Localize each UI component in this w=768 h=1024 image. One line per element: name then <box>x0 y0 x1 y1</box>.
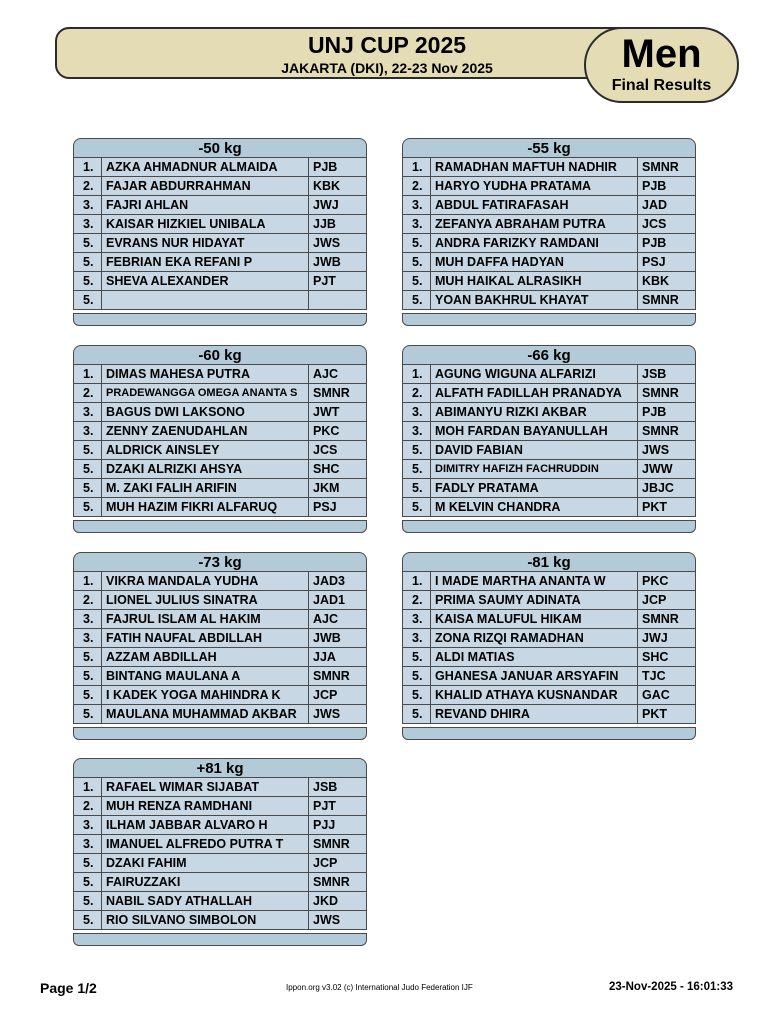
athlete-name: ANDRA FARIZKY RAMDANI <box>431 234 638 252</box>
place: 5. <box>403 460 431 478</box>
club-code: JSB <box>309 778 366 796</box>
club-code: PKT <box>638 705 695 723</box>
athlete-name: ABIMANYU RIZKI AKBAR <box>431 403 638 421</box>
club-code: SHC <box>638 648 695 666</box>
club-code: JCP <box>638 591 695 609</box>
category-table <box>73 345 367 533</box>
place: 5. <box>403 234 431 252</box>
athlete-name: FATIH NAUFAL ABDILLAH <box>102 629 309 647</box>
category-title: -50 kg <box>73 138 367 158</box>
club-code: SMNR <box>638 158 695 176</box>
place: 5. <box>74 892 102 910</box>
result-row <box>403 705 695 724</box>
club-code: GAC <box>638 686 695 704</box>
category-footer-bar <box>73 313 367 326</box>
results-label: Final Results <box>611 77 712 94</box>
athlete-name: ALFATH FADILLAH PRANADYA <box>431 384 638 402</box>
place: 3. <box>74 835 102 853</box>
place: 5. <box>74 498 102 516</box>
result-row <box>403 479 695 498</box>
club-code: SHC <box>309 460 366 478</box>
athlete-name: I KADEK YOGA MAHINDRA K <box>102 686 309 704</box>
athlete-name: AZZAM ABDILLAH <box>102 648 309 666</box>
place: 2. <box>74 591 102 609</box>
result-row <box>403 572 695 591</box>
result-row <box>403 591 695 610</box>
result-row <box>74 403 366 422</box>
results-list <box>73 365 367 517</box>
club-code: PSJ <box>309 498 366 516</box>
athlete-name: ILHAM JABBAR ALVARO H <box>102 816 309 834</box>
result-row <box>74 498 366 517</box>
place: 1. <box>403 158 431 176</box>
club-code: PJB <box>638 177 695 195</box>
athlete-name: BAGUS DWI LAKSONO <box>102 403 309 421</box>
athlete-name: PRADEWANGGA OMEGA ANANTA S <box>102 384 309 402</box>
result-row <box>74 705 366 724</box>
athlete-name: FAJAR ABDURRAHMAN <box>102 177 309 195</box>
result-row <box>403 253 695 272</box>
place: 2. <box>403 177 431 195</box>
club-code: AJC <box>309 610 366 628</box>
athlete-name: MUH RENZA RAMDHANI <box>102 797 309 815</box>
result-row <box>403 441 695 460</box>
club-code: JWS <box>309 234 366 252</box>
athlete-name: MOH FARDAN BAYANULLAH <box>431 422 638 440</box>
category-footer-bar <box>402 313 696 326</box>
athlete-name: PRIMA SAUMY ADINATA <box>431 591 638 609</box>
place: 1. <box>74 572 102 590</box>
category-table <box>73 138 367 326</box>
place: 3. <box>403 610 431 628</box>
result-row <box>403 272 695 291</box>
result-row <box>403 291 695 310</box>
category-title: +81 kg <box>73 758 367 778</box>
result-row <box>74 591 366 610</box>
club-code: JWJ <box>638 629 695 647</box>
place: 5. <box>403 498 431 516</box>
result-row <box>74 911 366 930</box>
place: 5. <box>74 667 102 685</box>
athlete-name: DZAKI FAHIM <box>102 854 309 872</box>
place: 5. <box>74 479 102 497</box>
gender-label: Men <box>621 32 702 76</box>
result-row <box>403 196 695 215</box>
place: 5. <box>74 648 102 666</box>
place: 2. <box>74 177 102 195</box>
result-row <box>403 422 695 441</box>
athlete-name: KHALID ATHAYA KUSNANDAR <box>431 686 638 704</box>
result-row <box>74 667 366 686</box>
athlete-name: MAULANA MUHAMMAD AKBAR <box>102 705 309 723</box>
athlete-name: YOAN BAKHRUL KHAYAT <box>431 291 638 309</box>
club-code: JKM <box>309 479 366 497</box>
club-code: SMNR <box>638 291 695 309</box>
club-code: SMNR <box>309 835 366 853</box>
athlete-name: FAJRI AHLAN <box>102 196 309 214</box>
athlete-name: RAFAEL WIMAR SIJABAT <box>102 778 309 796</box>
athlete-name: I MADE MARTHA ANANTA W <box>431 572 638 590</box>
result-row <box>403 498 695 517</box>
athlete-name <box>102 291 309 309</box>
result-row <box>74 610 366 629</box>
athlete-name: KAISA MALUFUL HIKAM <box>431 610 638 628</box>
athlete-name: DAVID FABIAN <box>431 441 638 459</box>
athlete-name: EVRANS NUR HIDAYAT <box>102 234 309 252</box>
athlete-name: REVAND DHIRA <box>431 705 638 723</box>
category-title: -55 kg <box>402 138 696 158</box>
result-row <box>74 686 366 705</box>
results-list <box>402 158 696 310</box>
place: 5. <box>403 253 431 271</box>
place: 3. <box>74 215 102 233</box>
athlete-name: MUH HAZIM FIKRI ALFARUQ <box>102 498 309 516</box>
category-table <box>73 552 367 740</box>
place: 5. <box>403 272 431 290</box>
result-row <box>403 686 695 705</box>
event-title: UNJ CUP 2025 <box>307 32 467 58</box>
athlete-name: MUH HAIKAL ALRASIKH <box>431 272 638 290</box>
category-table <box>402 138 696 326</box>
place: 5. <box>74 291 102 309</box>
place: 2. <box>74 384 102 402</box>
result-row <box>403 460 695 479</box>
place: 2. <box>403 384 431 402</box>
athlete-name: DIMITRY HAFIZH FACHRUDDIN <box>431 460 638 478</box>
place: 3. <box>403 196 431 214</box>
athlete-name: FAJRUL ISLAM AL HAKIM <box>102 610 309 628</box>
result-row <box>74 835 366 854</box>
result-row <box>74 572 366 591</box>
result-row <box>74 177 366 196</box>
club-code: SMNR <box>309 873 366 891</box>
place: 1. <box>403 365 431 383</box>
result-row <box>74 158 366 177</box>
place: 5. <box>74 234 102 252</box>
results-list <box>73 572 367 724</box>
result-row <box>74 460 366 479</box>
result-row <box>403 629 695 648</box>
result-row <box>74 365 366 384</box>
result-row <box>74 816 366 835</box>
place: 1. <box>403 572 431 590</box>
club-code: JWW <box>638 460 695 478</box>
athlete-name: VIKRA MANDALA YUDHA <box>102 572 309 590</box>
result-row <box>74 384 366 403</box>
event-location-date: JAKARTA (DKI), 22-23 Nov 2025 <box>281 60 493 76</box>
result-row <box>403 365 695 384</box>
place: 1. <box>74 365 102 383</box>
club-code: SMNR <box>309 384 366 402</box>
club-code: SMNR <box>638 610 695 628</box>
club-code: PJT <box>309 272 366 290</box>
club-code: SMNR <box>309 667 366 685</box>
place: 3. <box>74 403 102 421</box>
club-code: SMNR <box>638 422 695 440</box>
athlete-name: AZKA AHMADNUR ALMAIDA <box>102 158 309 176</box>
results-list <box>402 365 696 517</box>
category-title: -73 kg <box>73 552 367 572</box>
footer-timestamp: 23-Nov-2025 - 16:01:33 <box>609 981 734 993</box>
result-row <box>403 384 695 403</box>
athlete-name: AGUNG WIGUNA ALFARIZI <box>431 365 638 383</box>
place: 5. <box>403 686 431 704</box>
club-code: JWB <box>309 629 366 647</box>
place: 5. <box>403 441 431 459</box>
category-footer-bar <box>73 727 367 740</box>
result-row <box>403 215 695 234</box>
place: 3. <box>74 816 102 834</box>
athlete-name: FADLY PRATAMA <box>431 479 638 497</box>
place: 5. <box>403 705 431 723</box>
athlete-name: FEBRIAN EKA REFANI P <box>102 253 309 271</box>
athlete-name: ALDRICK AINSLEY <box>102 441 309 459</box>
club-code: TJC <box>638 667 695 685</box>
page-number: Page 1/2 <box>40 980 97 996</box>
result-row <box>74 272 366 291</box>
club-code: JAD1 <box>309 591 366 609</box>
place: 5. <box>403 291 431 309</box>
athlete-name: IMANUEL ALFREDO PUTRA T <box>102 835 309 853</box>
club-code: JCP <box>309 854 366 872</box>
result-row <box>74 797 366 816</box>
club-code: PKC <box>309 422 366 440</box>
category-footer-bar <box>402 520 696 533</box>
club-code: JWB <box>309 253 366 271</box>
result-row <box>403 667 695 686</box>
place: 3. <box>403 629 431 647</box>
result-row <box>403 610 695 629</box>
club-code: JWJ <box>309 196 366 214</box>
club-code: JCS <box>638 215 695 233</box>
club-code: PJB <box>638 403 695 421</box>
place: 2. <box>74 797 102 815</box>
result-row <box>403 158 695 177</box>
category-title: -60 kg <box>73 345 367 365</box>
club-code: AJC <box>309 365 366 383</box>
gender-badge <box>584 27 739 103</box>
place: 1. <box>74 158 102 176</box>
result-row <box>74 648 366 667</box>
result-row <box>74 778 366 797</box>
club-code: PJB <box>638 234 695 252</box>
result-row <box>74 854 366 873</box>
athlete-name: DZAKI ALRIZKI AHSYA <box>102 460 309 478</box>
athlete-name: ZENNY ZAENUDAHLAN <box>102 422 309 440</box>
club-code: PSJ <box>638 253 695 271</box>
place: 5. <box>74 911 102 929</box>
place: 5. <box>403 648 431 666</box>
athlete-name: NABIL SADY ATHALLAH <box>102 892 309 910</box>
result-row <box>403 403 695 422</box>
club-code: PJT <box>309 797 366 815</box>
club-code: JSB <box>638 365 695 383</box>
club-code: JWS <box>309 705 366 723</box>
place: 5. <box>403 479 431 497</box>
category-table <box>402 345 696 533</box>
athlete-name: SHEVA ALEXANDER <box>102 272 309 290</box>
athlete-name: HARYO YUDHA PRATAMA <box>431 177 638 195</box>
category-table <box>73 758 367 946</box>
club-code: KBK <box>638 272 695 290</box>
event-header <box>55 27 645 79</box>
athlete-name: GHANESA JANUAR ARSYAFIN <box>431 667 638 685</box>
category-footer-bar <box>73 520 367 533</box>
place: 3. <box>74 610 102 628</box>
place: 3. <box>403 422 431 440</box>
place: 2. <box>403 591 431 609</box>
place: 3. <box>74 629 102 647</box>
result-row <box>74 215 366 234</box>
club-code: KBK <box>309 177 366 195</box>
club-code: PKT <box>638 498 695 516</box>
club-code: JWS <box>638 441 695 459</box>
result-row <box>74 629 366 648</box>
athlete-name: ZONA RIZQI RAMADHAN <box>431 629 638 647</box>
athlete-name: KAISAR HIZKIEL UNIBALA <box>102 215 309 233</box>
result-row <box>74 873 366 892</box>
place: 3. <box>74 196 102 214</box>
athlete-name: RIO SILVANO SIMBOLON <box>102 911 309 929</box>
category-table <box>402 552 696 740</box>
place: 5. <box>74 253 102 271</box>
athlete-name: ZEFANYA ABRAHAM PUTRA <box>431 215 638 233</box>
place: 5. <box>74 873 102 891</box>
club-code: PKC <box>638 572 695 590</box>
place: 5. <box>74 460 102 478</box>
club-code <box>309 291 366 309</box>
club-code: JWT <box>309 403 366 421</box>
club-code: JAD3 <box>309 572 366 590</box>
athlete-name: ALDI MATIAS <box>431 648 638 666</box>
category-footer-bar <box>402 727 696 740</box>
footer-credit: Ippon.org v3.02 (c) International Judo Federation IJF <box>286 983 473 992</box>
club-code: JCS <box>309 441 366 459</box>
athlete-name: DIMAS MAHESA PUTRA <box>102 365 309 383</box>
club-code: JCP <box>309 686 366 704</box>
club-code: JBJC <box>638 479 695 497</box>
athlete-name: LIONEL JULIUS SINATRA <box>102 591 309 609</box>
athlete-name: ABDUL FATIRAFASAH <box>431 196 638 214</box>
results-list <box>73 158 367 310</box>
athlete-name: MUH DAFFA HADYAN <box>431 253 638 271</box>
place: 5. <box>74 272 102 290</box>
result-row <box>74 892 366 911</box>
result-row <box>74 479 366 498</box>
category-footer-bar <box>73 933 367 946</box>
results-list <box>73 778 367 930</box>
result-row <box>74 422 366 441</box>
club-code: JJB <box>309 215 366 233</box>
club-code: JKD <box>309 892 366 910</box>
result-row <box>403 177 695 196</box>
result-row <box>74 441 366 460</box>
athlete-name: FAIRUZZAKI <box>102 873 309 891</box>
club-code: SMNR <box>638 384 695 402</box>
place: 5. <box>74 441 102 459</box>
result-row <box>74 196 366 215</box>
category-title: -66 kg <box>402 345 696 365</box>
place: 3. <box>403 403 431 421</box>
club-code: PJJ <box>309 816 366 834</box>
place: 5. <box>74 705 102 723</box>
athlete-name: RAMADHAN MAFTUH NADHIR <box>431 158 638 176</box>
place: 3. <box>74 422 102 440</box>
place: 1. <box>74 778 102 796</box>
place: 5. <box>403 667 431 685</box>
category-title: -81 kg <box>402 552 696 572</box>
athlete-name: M. ZAKI FALIH ARIFIN <box>102 479 309 497</box>
athlete-name: BINTANG MAULANA A <box>102 667 309 685</box>
athlete-name: M KELVIN CHANDRA <box>431 498 638 516</box>
club-code: PJB <box>309 158 366 176</box>
club-code: JJA <box>309 648 366 666</box>
result-row <box>74 253 366 272</box>
result-row <box>403 234 695 253</box>
result-row <box>403 648 695 667</box>
club-code: JAD <box>638 196 695 214</box>
result-row <box>74 291 366 310</box>
club-code: JWS <box>309 911 366 929</box>
results-list <box>402 572 696 724</box>
place: 5. <box>74 854 102 872</box>
result-row <box>74 234 366 253</box>
place: 3. <box>403 215 431 233</box>
place: 5. <box>74 686 102 704</box>
